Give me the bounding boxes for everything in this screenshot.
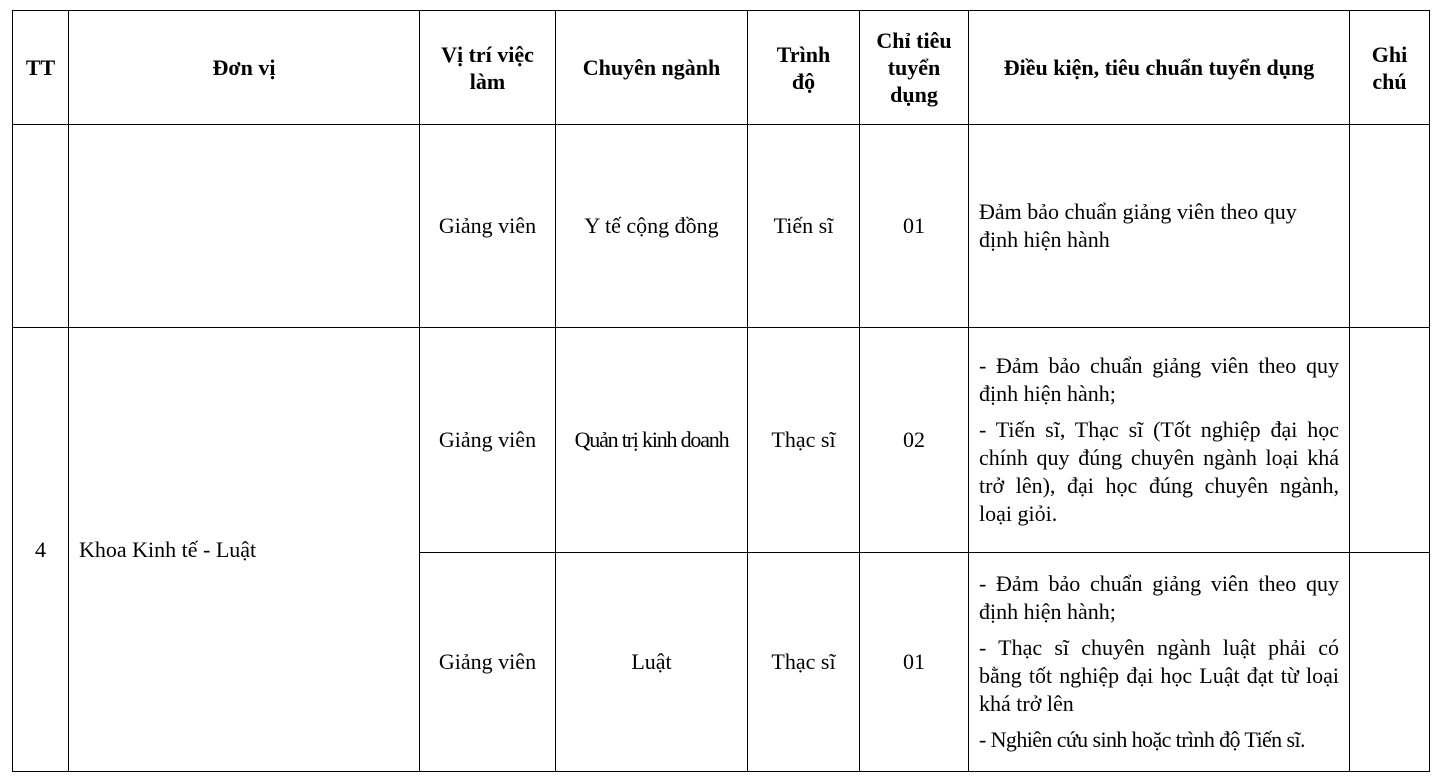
cell-chuyen-nganh: Quản trị kinh doanh [556,328,748,553]
cell-ghi-chu [1350,125,1430,328]
cell-dieu-kien [969,328,1350,553]
condition-line: - Đảm bảo chuẩn giảng viên theo quy định hiện hành; [979,571,1339,624]
cell-dieu-kien [969,125,1350,328]
cell-ghi-chu [1350,328,1430,553]
condition-line: - Tiến sĩ, Thạc sĩ (Tốt nghiệp đại học chính quy đúng chuyên ngành loại khá trở lên), đại học đúng chuyên ngành, loại giỏi. [979,417,1339,526]
cell-ghi-chu [1350,553,1430,772]
cell-don-vi: Khoa Kinh tế - Luật [69,328,420,772]
cell-chuyen-nganh: Luật [556,553,748,772]
header-row [13,11,1430,125]
cell-chuyen-nganh: Y tế cộng đồng [556,125,748,328]
cell-tt [13,125,69,328]
cell-trinh-do: Thạc sĩ [748,553,860,772]
cell-chi-tieu: 01 [860,125,969,328]
header-chuyen-nganh: Chuyên ngành [556,11,748,125]
condition-line: - Thạc sĩ chuyên ngành luật phải có bằng tốt nghiệp đại học Luật đạt từ loại khá trở lên [979,635,1339,716]
table-row [13,125,1430,328]
condition-line: Đảm bảo chuẩn giảng viên theo quy định hiện hành [979,199,1297,252]
header-trinh-do: Trình độ [748,11,860,125]
header-tt: TT [13,11,69,125]
cell-don-vi [69,125,420,328]
header-chi-tieu: Chỉ tiêu tuyển dụng [860,11,969,125]
cell-trinh-do: Thạc sĩ [748,328,860,553]
cell-dieu-kien [969,553,1350,772]
cell-vi-tri: Giảng viên [420,553,556,772]
recruitment-table [12,10,1430,772]
condition-line: - Đảm bảo chuẩn giảng viên theo quy định hiện hành; [979,353,1339,406]
cell-tt: 4 [13,328,69,772]
condition-line: - Nghiên cứu sinh hoặc trình độ Tiến sĩ. [979,727,1305,752]
header-vi-tri: Vị trí việc làm [420,11,556,125]
header-ghi-chu: Ghi chú [1350,11,1430,125]
cell-chi-tieu: 01 [860,553,969,772]
cell-vi-tri: Giảng viên [420,328,556,553]
recruitment-table-sheet [12,10,1430,772]
header-dieu-kien: Điều kiện, tiêu chuẩn tuyển dụng [969,11,1350,125]
cell-vi-tri: Giảng viên [420,125,556,328]
table-row [13,328,1430,553]
cell-chi-tieu: 02 [860,328,969,553]
header-don-vi: Đơn vị [69,11,420,125]
cell-trinh-do: Tiến sĩ [748,125,860,328]
